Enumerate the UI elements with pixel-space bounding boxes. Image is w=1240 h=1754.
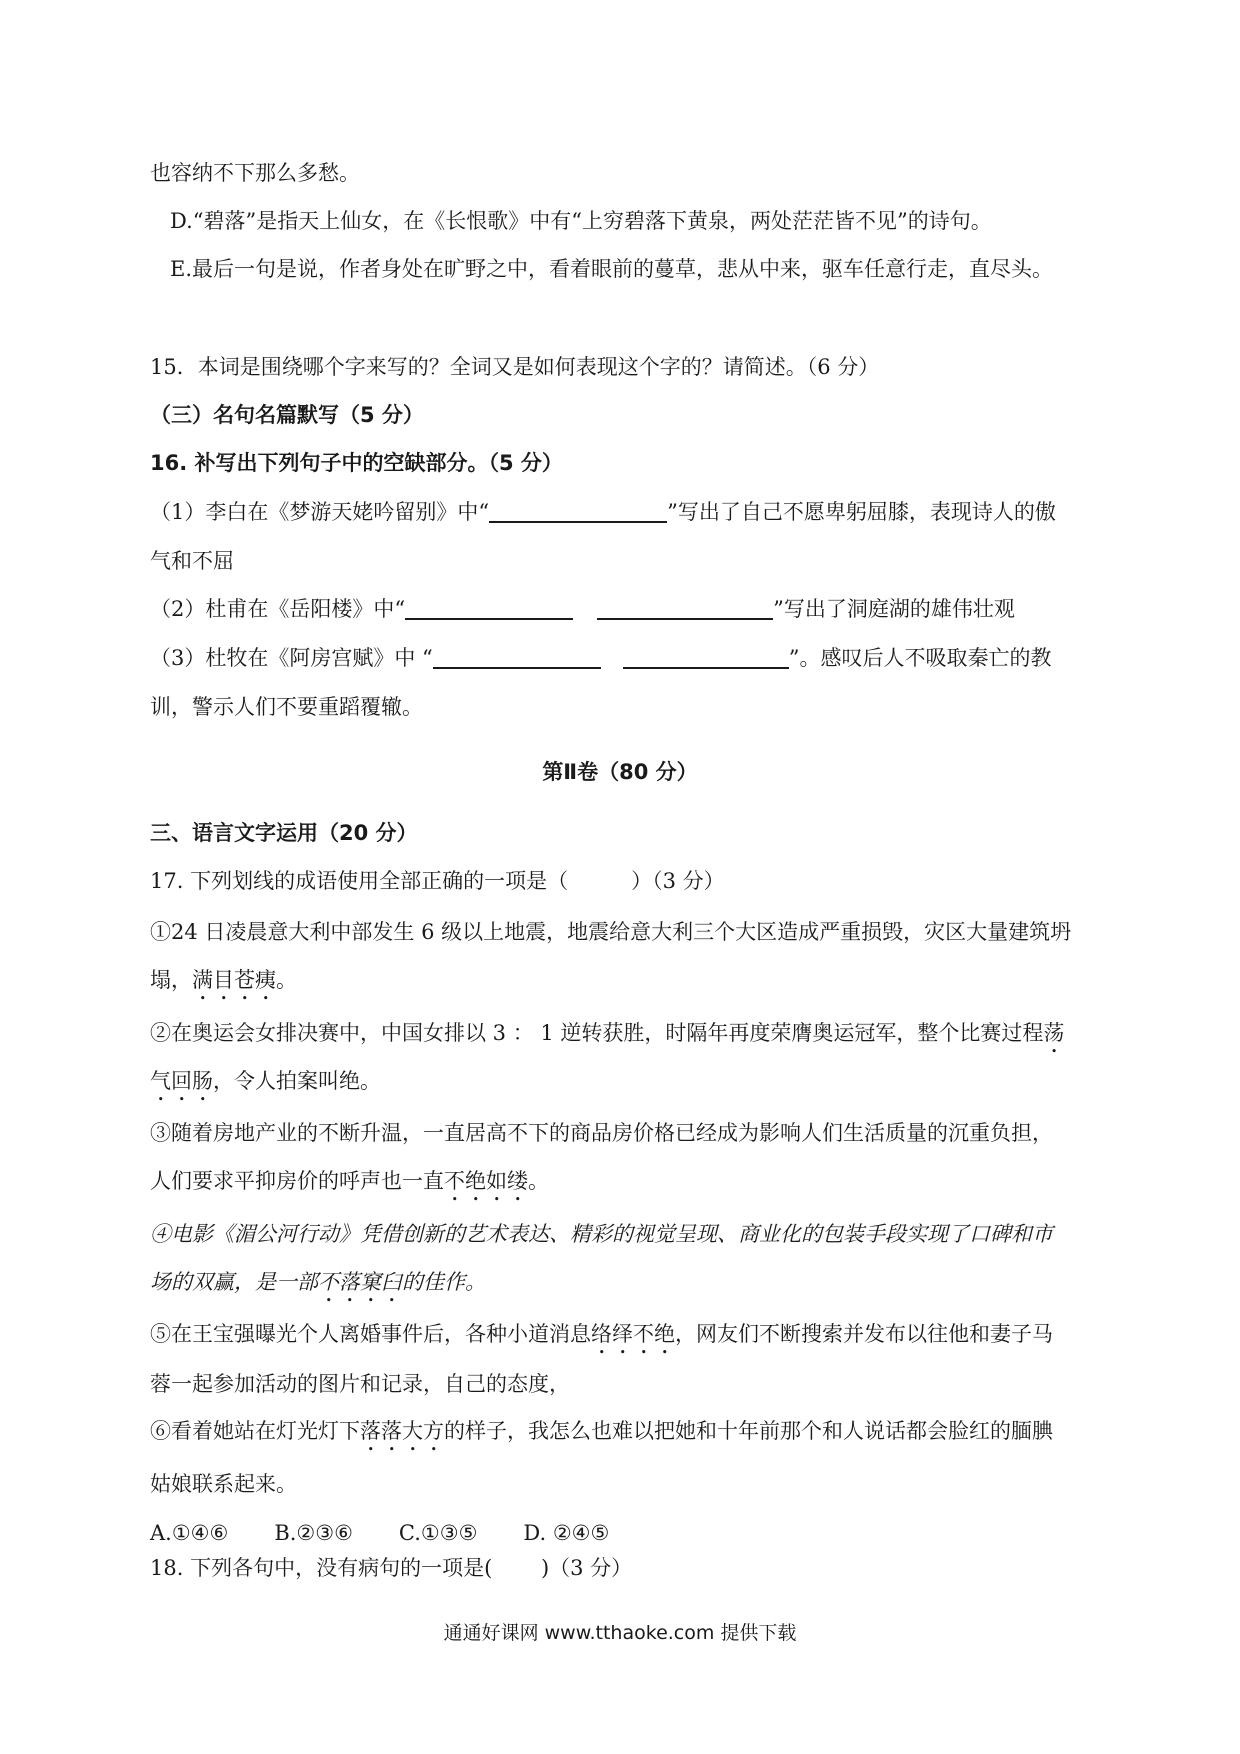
question-17: 17. 下列划线的成语使用全部正确的一项是（ ）（3 分） — [150, 869, 725, 893]
option-a: A.①④⑥ — [150, 1521, 229, 1545]
idiom-emphasis: 荡 — [1043, 1021, 1065, 1045]
part-heading: 三、语言文字运用（20 分） — [150, 821, 418, 845]
idiom-emphasis: 不绝如缕 — [444, 1169, 528, 1193]
question-15: 15．本词是围绕哪个字来写的？全词又是如何表现这个字的？请简述。（6 分） — [150, 355, 880, 379]
text-segment: ”写出了自己不愿卑躬屈膝，表现诗人的傲 — [667, 500, 1056, 524]
text-segment: ，网友们不断搜索并发布以往他和妻子马 — [675, 1322, 1053, 1346]
sentence-4: ④电影《湄公河行动》凭借创新的艺术表达、精彩的视觉呈现、商业化的包装手段实现了口碑和市 — [150, 1222, 1053, 1246]
question-16-2 — [150, 594, 1015, 624]
option-c: C.①③⑤ — [398, 1521, 478, 1545]
text-segment: ⑤在王宝强曝光个人离婚事件后，各种小道消息 — [150, 1322, 591, 1346]
text-segment: 的佳作。 — [402, 1270, 486, 1294]
question-16-1 — [150, 497, 1056, 527]
text-segment: 人们要求平抑房价的呼声也一直 — [150, 1169, 444, 1193]
sentence-5 — [150, 1319, 1053, 1359]
text-segment: （2）杜甫在《岳阳楼》中“ — [150, 597, 406, 621]
section-heading: （三）名句名篇默写（5 分） — [150, 403, 424, 427]
idiom-emphasis: 络绎不绝 — [591, 1322, 675, 1346]
text-segment: 。 — [528, 1169, 549, 1193]
answer-blank[interactable] — [623, 645, 789, 669]
option-e: E.最后一句是说，作者身处在旷野之中，看着眼前的蔓草，悲从中来，驱车任意行走，直尽头。 — [170, 257, 1054, 281]
answer-options — [150, 1518, 609, 1548]
text-segment: 的样子，我怎么也难以把她和十年前那个和人说话都会脸红的腼腆 — [444, 1419, 1053, 1443]
sentence-2 — [150, 1018, 1064, 1058]
idiom-emphasis: 落落大方 — [360, 1419, 444, 1443]
answer-blank[interactable] — [489, 499, 667, 523]
text-segment: ”。感叹后人不吸取秦亡的教 — [788, 646, 1052, 670]
sentence-4-cont — [150, 1267, 486, 1307]
text-line: 气和不屈 — [150, 549, 234, 573]
answer-blank[interactable] — [597, 596, 773, 620]
sentence-5-cont: 蓉一起参加活动的图片和记录，自己的态度， — [150, 1372, 570, 1396]
text-segment: ”写出了洞庭湖的雄伟壮观 — [773, 597, 1015, 621]
question-18: 18. 下列各句中，没有病句的一项是( )（3 分） — [150, 1556, 633, 1580]
idiom-emphasis: 不落窠臼 — [318, 1270, 402, 1294]
text-segment: 场的双赢，是一部 — [150, 1270, 318, 1294]
option-d: D. ②④⑤ — [523, 1521, 610, 1545]
text-line: 训，警示人们不要重蹈覆辙。 — [150, 695, 423, 719]
answer-blank[interactable] — [433, 645, 601, 669]
text-line: 也容纳不下那么多愁。 — [150, 161, 360, 185]
sentence-6 — [150, 1416, 1053, 1456]
text-segment: （1）李白在《梦游天姥吟留别》中“ — [150, 500, 490, 524]
question-16-3 — [150, 643, 1052, 673]
sentence-1: ①24 日凌晨意大利中部发生 6 级以上地震，地震给意大利三个大区造成严重损毁，灾区大量建筑坍 — [150, 920, 1072, 944]
idiom-emphasis: 气回肠 — [150, 1069, 213, 1093]
footer-text: 通通好课网 www.tthaoke.com 提供下载 — [443, 1622, 797, 1644]
text-segment: ⑥看着她站在灯光灯下 — [150, 1419, 360, 1443]
question-16: 16. 补写出下列句子中的空缺部分。（5 分） — [150, 451, 563, 475]
sentence-3: ③随着房地产业的不断升温，一直居高不下的商品房价格已经成为影响人们生活质量的沉重负担， — [150, 1121, 1053, 1145]
answer-blank[interactable] — [405, 596, 573, 620]
text-segment: （3）杜牧在《阿房宫赋》中 “ — [150, 646, 433, 670]
volume-title: 第Ⅱ卷（80 分） — [542, 760, 698, 784]
sentence-6-cont: 姑娘联系起来。 — [150, 1472, 297, 1496]
idiom-emphasis: 满目苍痍 — [192, 968, 276, 992]
sentence-1-cont — [150, 965, 297, 1005]
text-segment: ②在奥运会女排决赛中，中国女排以 3 ： 1 逆转获胜，时隔年再度荣膺奥运冠军，整个比赛过程 — [150, 1021, 1044, 1045]
sentence-2-cont — [150, 1066, 381, 1106]
text-segment: 。 — [276, 968, 297, 992]
option-d: D.“碧落”是指天上仙女，在《长恨歌》中有“上穷碧落下黄泉，两处茫茫皆不见”的诗句。 — [170, 209, 992, 233]
option-b: B.②③⑥ — [274, 1521, 353, 1545]
text-segment: ，令人拍案叫绝。 — [213, 1069, 381, 1093]
text-segment: 塌， — [150, 968, 192, 992]
sentence-3-cont — [150, 1166, 549, 1206]
